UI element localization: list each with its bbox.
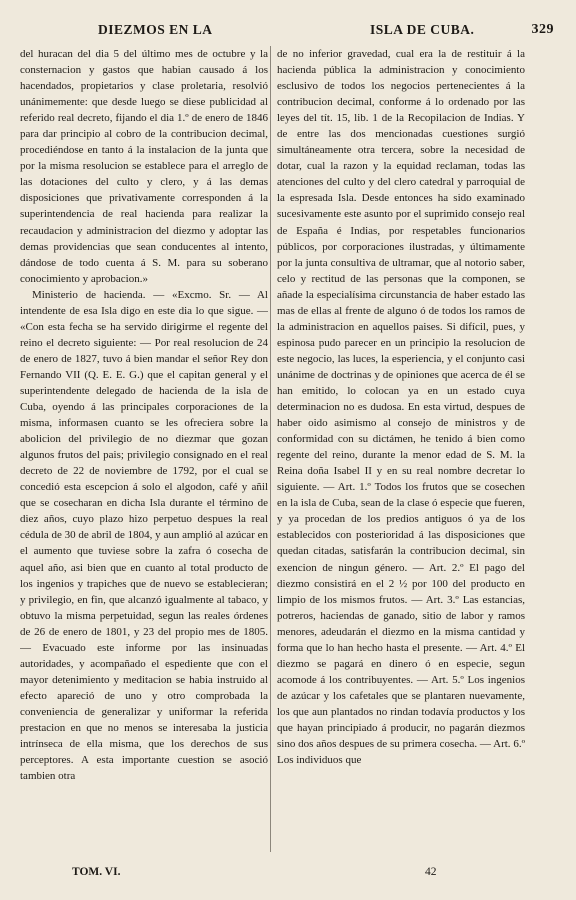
header-left-title: DIEZMOS EN LA — [98, 22, 213, 37]
right-column — [277, 46, 525, 846]
signature-mark: 42 — [425, 866, 437, 878]
running-header — [18, 22, 558, 44]
left-column — [20, 46, 268, 846]
column-divider — [270, 46, 271, 852]
page-number: 329 — [531, 22, 554, 37]
paragraph: del huracan del dia 5 del último mes de octubre y la consternacion y gastos que habian causado á los hacendados, propietarios y clase proletaria, resolvió unánimemente: que desde luego se diese publicidad al referido real decreto, fijando el dia 1.º de enero de 1846 para dar principio al cobro de la contribucion decimal, procediéndose en tanto á la instalacion de la junta que por la misma resolucion se establece para el arreglo de las dotaciones del culto y clero, y á las demas disposiciones que privativamente corresponden á la superintendencia de real hacienda para realizar la recaudacion y administracion del diezmo y adoptar las demas providencias que sean conducentes al intento, dándose de todo cuenta á S. M. para su soberano conocimiento y aprobacion.» — [20, 48, 268, 285]
paragraph: de no inferior gravedad, cual era la de restituir á la hacienda pública la administracion y conocimiento esclusivo de todos los negocios pertenecientes á la contribucion decimal, conforme á lo ordenado por las leyes del tít. 15, lib. 1 de la Recopilacion de Indias. Y de entre las dos mencionadas cuestiones surgió simultáneamente otra tercera, sobre la necesidad de dotar, cual la razon y la equidad reclaman, todas las atenciones del culto y del clero catedral y parroquial de la espresada Isla. Desde entonces ha sido examinado sucesivamente este asunto por el suprimido consejo real de España é Indias, por respetables funcionarios públicos, por corporaciones ilustradas, y últimamente por la junta consultiva de ultramar, que al notorio saber, celo y rectitud de las personas que la componen, se añade la especialísima circunstancia de haber estado las mas de ellas al frente de alguno ó de todos los ramos de la administracion en aquellos paises. Si difícil, pues, y espinosa pudo parecer en un principio la resolucion de este negocio, las luces, la esperiencia, y el conjunto casi unánime de doctrinas y de opiniones que acerca de él se han emitido, lo colocan ya en un estado cuya determinacion no es dudosa. En esta virtud, despues de haber oido asimismo al consejo de ministros y de conformidad con su dictámen, he tenido á bien como regente del reino, durante la menor edad de S. M. la Reina doña Isabel II y en su real nombre decretar lo siguiente. — Art. 1.º Todos los frutos que se cosechen en la isla de Cuba, sean de la clase ó especie que fueren, y ya procedan de los predios antiguos ó ya de los establecidos con posterioridad á las disposiciones que quedan citadas, satisfarán la contribucion decimal, sin exencion de ningun género. — Art. 2.º El pago del diezmo consistirá en el 2 ½ por 100 del producto en limpio de los mismos frutos. — Art. 3.º Las estancias, potreros, haciendas de ganado, sitio de labor y ramos menores, adeudarán el diezmo en la misma cantidad y forma que lo han hecho hasta el presente. — Art. 4.º El diezmo se pagará en dinero ó en especie, segun acomode á los contribuyentes. — Art. 5.º Los ingenios de azúcar y los cafetales que se plantaren nuevamente, los que aun plantados no rindan todavía productos y los que hayan principiado á producir, no pagarán diezmos sino dos años despues de su primera cosecha. — Art. 6.º Los individuos que — [277, 48, 525, 767]
header-right-title: ISLA DE CUBA. — [370, 22, 475, 37]
page-footer — [20, 866, 556, 884]
paragraph: Ministerio de hacienda. — «Excmo. Sr. — Al intendente de esa Isla digo en este dia lo que sigue. — «Con esta fecha se ha servido dirigirme el regente del reino el decreto siguiente: — Por real resolucion de 24 de enero de 1827, tuvo á bien mandar el señor Rey don Fernando VII (Q. E. E. G.) que el capitan general y el superintendente delegado de hacienda de la isla de Cuba, oyendo á las principales corporaciones de la misma, informasen cuanto se les ofreciera sobre la abolicion del privilegio de no diezmar que gozan algunos frutos del pais; privilegio consignado en el real decreto de 22 de noviembre de 1792, por el cual se concedió esta escepcion á solo el algodon, café y añil que se cosecharan en dicha Isla durante el término de diez años, cuyo plazo hizo perpetuo despues la real cédula de 30 de abril de 1804, y aun amplió al azúcar en el aumento que tuviese sobre la zafra ó cosecha de aquel año, asi bien que en cuanto al total producto de los ingenios y trapiches que de nuevo se establecieran; y privilegio, en fin, que alcanzó igualmente al tabaco, y obtuvo la misma perpetuidad, segun las reales órdenes de 26 de enero de 1801, y 23 del propio mes de 1805. — Evacuado este informe por las insinuadas autoridades, y acompañado el espediente que con el mayor detenimiento y meditacion se habia instruido al efecto apareció de uno y otro comprobada la conveniencia de generalizar y uniformar la referida prestacion en que no menos se interesaba la justicia intrínseca de ella misma, que los derechos de sus perceptores. A esta importante cuestion se asoció tambien otra — [20, 288, 268, 783]
volume-label: TOM. VI. — [72, 866, 121, 878]
